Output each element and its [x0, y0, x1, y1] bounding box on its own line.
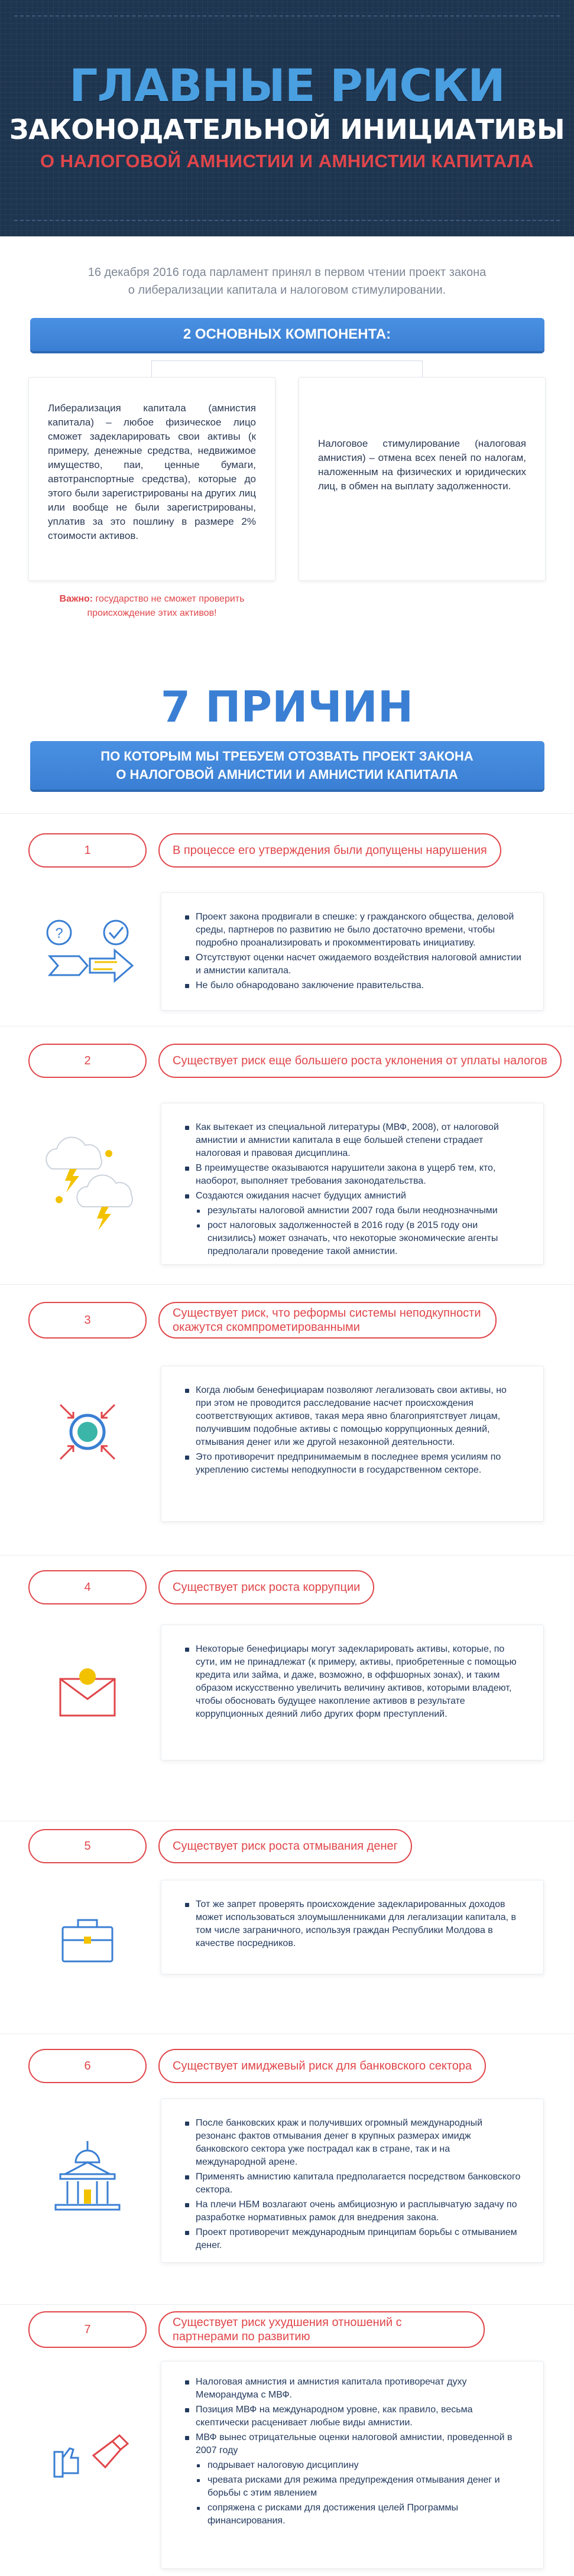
reason-bullets [185, 2376, 522, 2528]
bullet: МВФ вынес отрицательные оценки налоговой амнистии, проведенной в 2007 году [185, 2431, 522, 2457]
reason-number-pill: 5 [28, 1829, 147, 1863]
component-capital-text: Либерализация капитала (амнистия капитала) – любое физическое лицо сможет задекларировать свои активы (к примеру, денежные средства, недвижимое имущество, паи, ценные бумаги, автотранспортные средства), которые до этого были зарегистрированы на других лиц или вообще не были зарегистрированы, уплатив за это пошлину в размере 2% стоимости активов. [48, 402, 256, 541]
sub-bullet: рост налоговых задолженностей в 2016 году (в 2015 году они снизились) может означать, что некоторые экономические агенты предполагали проведение такой амнистии. [197, 1219, 522, 1258]
bullet: Не было обнародовано заключение правительства. [185, 979, 522, 992]
sub-bullet: результаты налоговой амнистии 2007 года были неоднозначными [197, 1204, 522, 1217]
bullet: Отсутствуют оценки насчет ожидаемого воздействия налоговой амнистии и амнистии капитала. [185, 951, 522, 977]
reason-title: В процессе его утверждения были допущены нарушения [173, 843, 487, 857]
reason-content-card [161, 2099, 544, 2263]
important-note [28, 592, 275, 621]
page-subtitle: ЗАКОНОДАТЕЛЬНОЙ ИНИЦИАТИВЫ [9, 113, 565, 145]
section-divider [0, 2033, 574, 2034]
stitch-border-top [14, 15, 560, 17]
reason-bullets [185, 1384, 522, 1477]
bullet: Применять амнистию капитала предполагается посредством банковского сектора. [185, 2171, 522, 2197]
bullet: Тот же запрет проверять происхождение задекларированных доходов может использоваться злоумышленниками для легализации капитала, в том числе заграничного, используя граждан Республики Молдова в качестве посредников. [185, 1898, 522, 1950]
reason-title-pill [158, 833, 501, 868]
reason-bullets [185, 1898, 522, 1950]
sub-bullet: чревата рисками для режима предупреждения отмывания денег и борьбы с этим явлением [197, 2474, 522, 2500]
hands-icon [28, 2411, 147, 2529]
reason-content-card [161, 1880, 544, 1974]
reason-title-pill [158, 2311, 485, 2348]
reason-1 [0, 813, 574, 1026]
bank-building-icon [28, 2122, 147, 2240]
reason-title-pill [158, 1570, 374, 1604]
reason-title: Существует риск роста отмывания денег [173, 1839, 398, 1853]
page-tagline: О НАЛОГОВОЙ АМНИСТИИ И АМНИСТИИ КАПИТАЛА [40, 151, 534, 171]
bullet: Создаются ожидания насчет будущих амнистий [185, 1190, 522, 1203]
bullet: Проект закона продвигали в спешке: у гражданского общества, деловой среды, партнеров по развитию не было достаточно времени, чтобы подробно проанализировать и прокомментировать инициативу. [185, 911, 522, 950]
reasons-banner-line-2: О НАЛОГОВОЙ АМНИСТИИ И АМНИСТИИ КАПИТАЛА [116, 767, 458, 782]
reason-number-pill: 2 [28, 1044, 147, 1078]
bullet: На плечи НБМ возлагают очень амбициозную и расплывчатую задачу по разработке нормативных рамок для внедрения закона. [185, 2198, 522, 2224]
reason-title-pill [158, 1829, 412, 1863]
bullet: Это противоречит предпринимаемым в последнее время усилиям по укреплению системы неподкупности в государственном секторе. [185, 1451, 522, 1477]
reason-title: Существует риск роста коррупции [173, 1580, 361, 1594]
bullet: Позиция МВФ на международном уровне, как правило, весьма скептически расценивает любые виды амнистии. [185, 2403, 522, 2429]
reason-number-pill: 1 [28, 833, 147, 868]
intro-line-1: 16 декабря 2016 года парламент принял в первом чтении проект закона [87, 266, 487, 279]
bullet: Как вытекает из специальной литературы (МВФ, 2008), от налоговой амнистии и амнистии капитала в еще большей степени страдает налоговая и правовая дисциплина. [185, 1121, 522, 1160]
section-divider [0, 2304, 574, 2305]
reason-number-pill: 3 [28, 1302, 147, 1339]
important-text: государство не сможет проверить происхождение этих активов! [87, 594, 245, 618]
cloud-lightning-icon [28, 1103, 147, 1256]
reason-7 [0, 2304, 574, 2576]
reason-title: Существует риск ухудшения отношений с партнерами по развитию [173, 2316, 402, 2343]
bullet: Проект противоречит международным принципам борьбы с отмыванием денег. [185, 2226, 522, 2252]
section-divider [0, 1284, 574, 1285]
reason-title: Существует имиджевый риск для банковского сектора [173, 2059, 472, 2073]
components-section [0, 351, 574, 682]
reason-title-pill [158, 1302, 497, 1339]
section-divider [0, 813, 574, 814]
component-card-capital [28, 377, 275, 581]
reason-title: Существует риск, что реформы системы неподкупности окажутся скомпрометированными [173, 1307, 481, 1334]
important-label: Важно: [59, 594, 93, 604]
reason-3 [0, 1284, 574, 1555]
reason-2 [0, 1026, 574, 1284]
hero-header [0, 0, 574, 236]
svg-text:?: ? [55, 925, 63, 941]
reason-content-card [161, 892, 544, 1011]
sub-bullet: сопряжена с рисками для достижения целей Программы финансирования. [197, 2502, 522, 2528]
reason-bullets [185, 911, 522, 992]
components-connector [151, 360, 423, 377]
reasons-banner [30, 741, 544, 790]
reason-content-card [161, 2361, 544, 2569]
bullet: Некоторые бенефициары могут задекларировать активы, которые, по сути, им не принадлежат (к примеру, активы, приобретенные с помощью кредита или займа, и даже, возможно, в оффшорных зонах), и таким образом искусственно увеличить величину активов, которыми владеют, чтобы обосновать будущее накопление активов в результате коррупционных деяний либо других форм преступлений. [185, 1643, 522, 1721]
intro-line-2: о либерализации капитала и налоговом стимулировании. [128, 284, 446, 297]
reason-5 [0, 1821, 574, 2033]
reason-title: Существует риск еще большего роста уклонения от уплаты налогов [173, 1054, 547, 1067]
reasons-big-title: 7 ПРИЧИН [160, 682, 414, 732]
page-title: ГЛАВНЫЕ РИСКИ [69, 59, 505, 112]
question-check-arrows-icon [28, 892, 147, 1011]
envelope-coin-icon [28, 1626, 147, 1744]
sub-bullet: подрывает налоговую дисциплину [197, 2459, 522, 2472]
reason-number-pill: 7 [28, 2311, 147, 2348]
bullet: Когда любым бенефициарам позволяют легализовать свои активы, но при этом не проводится расследование насчет происхождения соответствующих активов, такая мера явно благоприятствует лицам, получившим подобные активы с помощью коррупционных деяний, отмывания денег или же другой незаконной деятельности. [185, 1384, 522, 1449]
reason-number-pill: 6 [28, 2049, 147, 2083]
target-arrows-icon [28, 1373, 147, 1491]
reasons-banner-line-1: ПО КОТОРЫМ МЫ ТРЕБУЕМ ОТОЗВАТЬ ПРОЕКТ ЗАКОНА [100, 749, 474, 764]
reason-content-card [161, 1366, 544, 1522]
components-banner: 2 ОСНОВНЫХ КОМПОНЕНТА: [30, 318, 544, 351]
component-card-tax [299, 377, 546, 581]
reason-bullets [185, 2117, 522, 2252]
bullet: Налоговая амнистия и амнистия капитала противоречат духу Меморандума с МВФ. [185, 2376, 522, 2402]
bullet: После банковских краж и получивших огромный международный резонанс фактов отмывания денег в крупных размерах имидж банковского сектора уже пострадал как в стране, так и на международной арене. [185, 2117, 522, 2169]
reason-title-pill [158, 1044, 562, 1078]
reason-title-pill [158, 2049, 486, 2083]
reason-4 [0, 1555, 574, 1821]
component-tax-text: Налоговое стимулирование (налоговая амнистия) – отмена всех пеней по налогам, наложенным на физических и юридических лиц, в обмен на выплату задолженности. [318, 438, 526, 492]
bullet: В преимуществе оказываются нарушители закона в ущерб тем, кто, наоборот, выполняет требования законодательства. [185, 1162, 522, 1188]
reason-bullets [185, 1121, 522, 1258]
reason-bullets [185, 1643, 522, 1721]
briefcase-icon [28, 1882, 147, 2000]
reason-content-card [161, 1625, 544, 1760]
reason-number-pill: 4 [28, 1570, 147, 1604]
stitch-border-bottom [14, 220, 560, 221]
reason-content-card [161, 1103, 544, 1265]
reason-6 [0, 2033, 574, 2304]
intro-section [0, 236, 574, 299]
